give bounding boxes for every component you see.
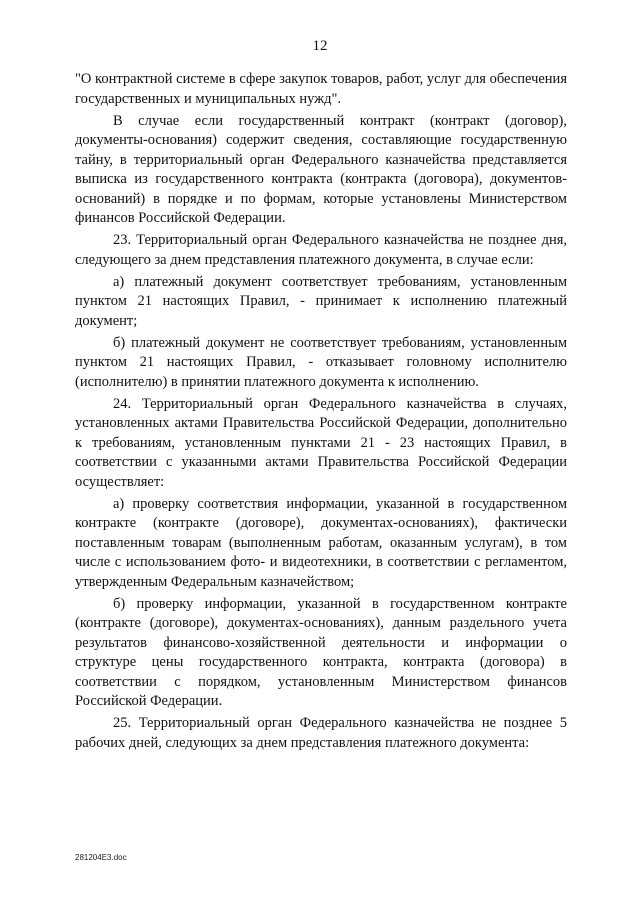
paragraph-24-b: б) проверку информации, указанной в государственном контракте (контракте (договоре), документах-основаниях), данным раздельного учета результатов финансово-хозяйственной деятельности и информации о структуре цены государственного контракта, контракта (договора) в соответствии с порядком, установленным Министерством финансов Российской Федерации.	[75, 595, 567, 709]
paragraph-23: 23. Территориальный орган Федерального казначейства не позднее дня, следующего за днем представления платежного документа, в случае если:	[75, 232, 567, 268]
paragraph-state-secret: В случае если государственный контракт (контракт (договор), документы-основания) содержит сведения, составляющие государственную тайну, в территориальный орган Федерального казначейства представляется выписка из государственного контракта (контракта (договора), документов-оснований) в порядке и по формам, которые установлены Министерством финансов Российской Федерации.	[75, 112, 567, 226]
footer-file-code: 281204E3.doc	[75, 853, 127, 862]
document-body	[75, 70, 567, 756]
paragraph-24-a: а) проверку соответствия информации, указанной в государственном контракте (контракте (договоре), документах-основаниях), фактически поставленным товарам (выполненным работам, оказанным услугам), в том числе с использованием фото- и видеотехники, в соответствии с регламентом, утвержденным Федеральным казначейством;	[75, 495, 567, 590]
paragraph-24: 24. Территориальный орган Федерального казначейства в случаях, установленных актами Правительства Российской Федерации, дополнительно к требованиям, установленным пунктами 21 - 23 настоящих Правил, в соответствии с указанными актами Правительства Российской Федерации осуществляет:	[75, 395, 567, 490]
page-number: 12	[312, 38, 328, 54]
paragraph-continuation: "О контрактной системе в сфере закупок товаров, работ, услуг для обеспечения государственных и муниципальных нужд".	[75, 71, 567, 107]
paragraph-23-b: б) платежный документ не соответствует требованиям, установленным пунктом 21 настоящих Правил, - отказывает головному исполнителю (исполнителю) в принятии платежного документа к исполнению.	[75, 334, 567, 390]
paragraph-23-a: а) платежный документ соответствует требованиям, установленным пунктом 21 настоящих Правил, - принимает к исполнению платежный документ;	[75, 273, 567, 329]
paragraph-25: 25. Территориальный орган Федерального казначейства не позднее 5 рабочих дней, следующих за днем представления платежного документа:	[75, 715, 567, 751]
